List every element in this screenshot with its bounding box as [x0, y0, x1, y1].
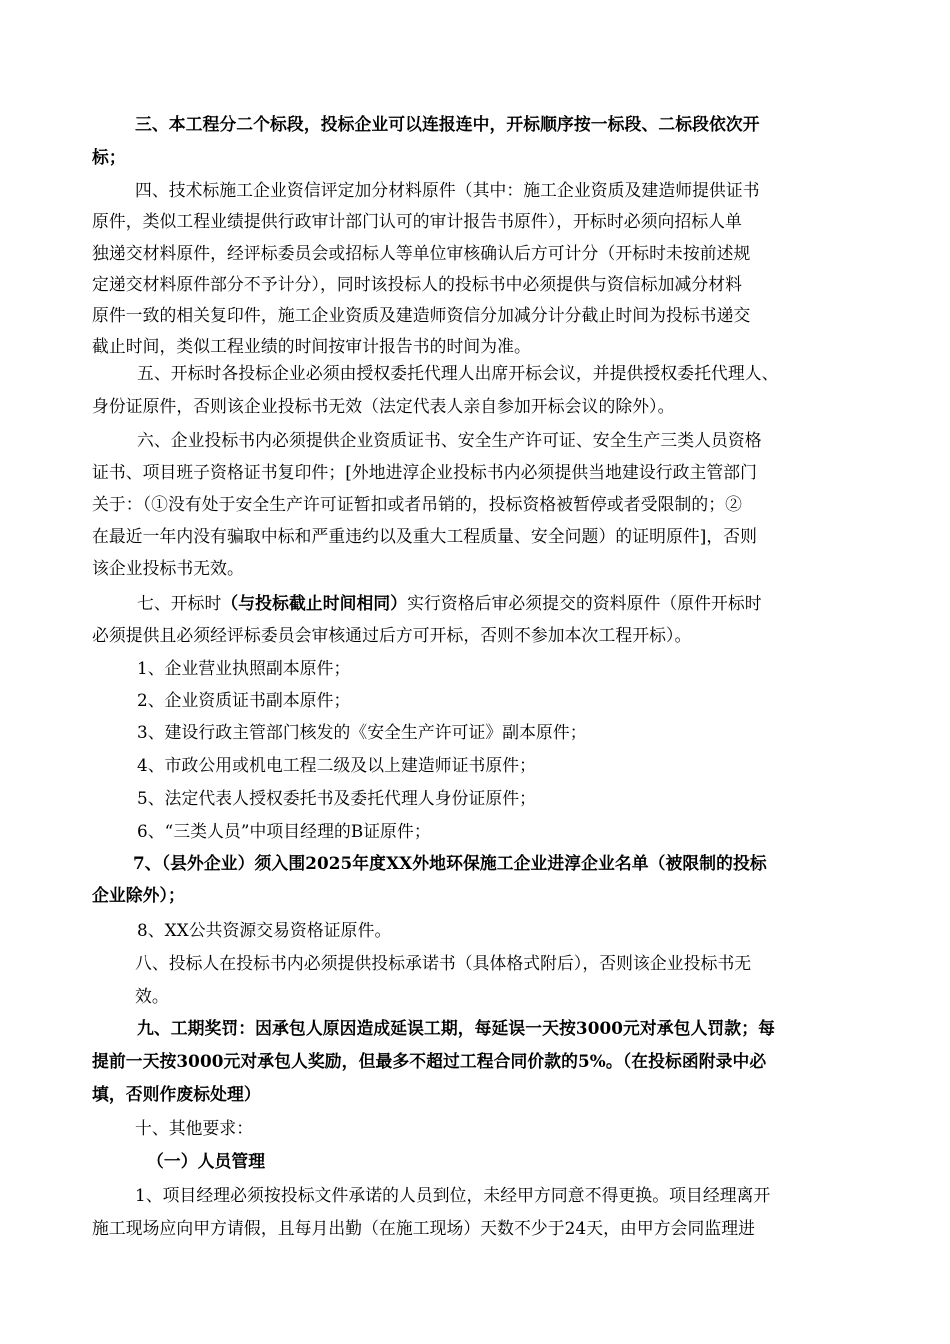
clause-4-line-5: 原件一致的相关复印件，施工企业资质及建造师资信分加减分计分截止时间为投标书递交 [92, 305, 751, 325]
clause-7-lead: 七、开标时 [137, 593, 222, 613]
clause-7-line-1 [137, 592, 762, 614]
clause-5-line-2: 身份证原件，否则该企业投标书无效（法定代表人亲自参加开标会议的除外）。 [92, 396, 675, 416]
personnel-item-1-line-1: 1、项目经理必须按投标文件承诺的人员到位，未经甲方同意不得更换。项目经理离开 [135, 1185, 771, 1205]
clause-7-bold-note: （与投标截止时间相同） [221, 593, 408, 613]
clause-6-line-3: 关于：（①没有处于安全生产许可证暂扣或者吊销的，投标资格被暂停或者受限制的；② [92, 494, 742, 514]
list-item-4: 4、市政公用或机电工程二级及以上建造师证书原件； [137, 755, 537, 775]
clause-4-line-4: 定递交材料原件部分不予计分），同时该投标人的投标书中必须提供与资信标加减分材料 [92, 274, 742, 294]
clause-8-line-2: 效。 [135, 986, 169, 1006]
personnel-item-1-line-2: 施工现场应向甲方请假，且每月出勤（在施工现场）天数不少于24天，由甲方会同监理进 [92, 1218, 756, 1238]
clause-6-line-4: 在最近一年内没有骗取中标和严重违约以及重大工程质量、安全问题）的证明原件]，否则 [92, 526, 758, 546]
list-item-1: 1、企业营业执照副本原件； [137, 658, 351, 678]
clause-7-line-2: 必须提供且必须经评标委员会审核通过后方可开标，否则不参加本次工程开标）。 [92, 625, 692, 645]
clause-4-line-6: 截止时间，类似工程业绩的时间按审计报告书的时间为准。 [92, 336, 531, 356]
list-item-7-line-1: 7、（县外企业）须入围2025年度XX外地环保施工企业进淳企业名单（被限制的投标 [133, 853, 767, 873]
clause-9-line-1: 九、工期奖罚：因承包人原因造成延误工期，每延误一天按3000元对承包人罚款；每 [137, 1018, 775, 1038]
clause-4-line-1: 四、技术标施工企业资信评定加分材料原件（其中：施工企业资质及建造师提供证书 [135, 180, 760, 200]
list-item-5: 5、法定代表人授权委托书及委托代理人身份证原件； [137, 788, 537, 808]
clause-9-line-2: 提前一天按3000元对承包人奖励，但最多不超过工程合同价款的5%。（在投标函附录中必 [92, 1051, 767, 1071]
clause-9-line-3: 填，否则作废标处理） [92, 1084, 261, 1104]
clause-6-line-5: 该企业投标书无效。 [92, 558, 244, 578]
section-heading-personnel: （一）人员管理 [147, 1151, 266, 1171]
list-item-6: 6、“三类人员”中项目经理的B证原件； [137, 821, 431, 841]
list-item-2: 2、企业资质证书副本原件； [137, 690, 351, 710]
clause-10-heading: 十、其他要求： [135, 1118, 254, 1138]
clause-8-line-1: 八、投标人在投标书内必须提供投标承诺书（具体格式附后），否则该企业投标书无 [135, 953, 752, 973]
clause-6-line-2: 证书、项目班子资格证书复印件；[外地进淳企业投标书内必须提供当地建设行政主管部门 [92, 462, 758, 482]
clause-5-line-1: 五、开标时各投标企业必须由授权委托代理人出席开标会议，并提供授权委托代理人、 [137, 363, 779, 383]
clause-4-line-3: 独递交材料原件，经评标委员会或招标人等单位审核确认后方可计分（开标时未按前述规 [92, 243, 751, 263]
list-item-8: 8、XX公共资源交易资格证原件。 [137, 920, 392, 940]
clause-3-line-1: 三、本工程分二个标段，投标企业可以连报连中，开标顺序按一标段、二标段依次开 [135, 114, 760, 134]
list-item-3: 3、建设行政主管部门核发的《安全生产许可证》副本原件； [137, 722, 587, 742]
list-item-7-line-2: 企业除外）； [92, 885, 185, 905]
clause-6-line-1: 六、企业投标书内必须提供企业资质证书、安全生产许可证、安全生产三类人员资格 [137, 430, 762, 450]
clause-7-rest: 实行资格后审必须提交的资料原件（原件开标时 [407, 593, 762, 613]
clause-3-line-2: 标； [92, 147, 126, 167]
clause-4-line-2: 原件，类似工程业绩提供行政审计部门认可的审计报告书原件），开标时必须向招标人单 [92, 211, 742, 231]
